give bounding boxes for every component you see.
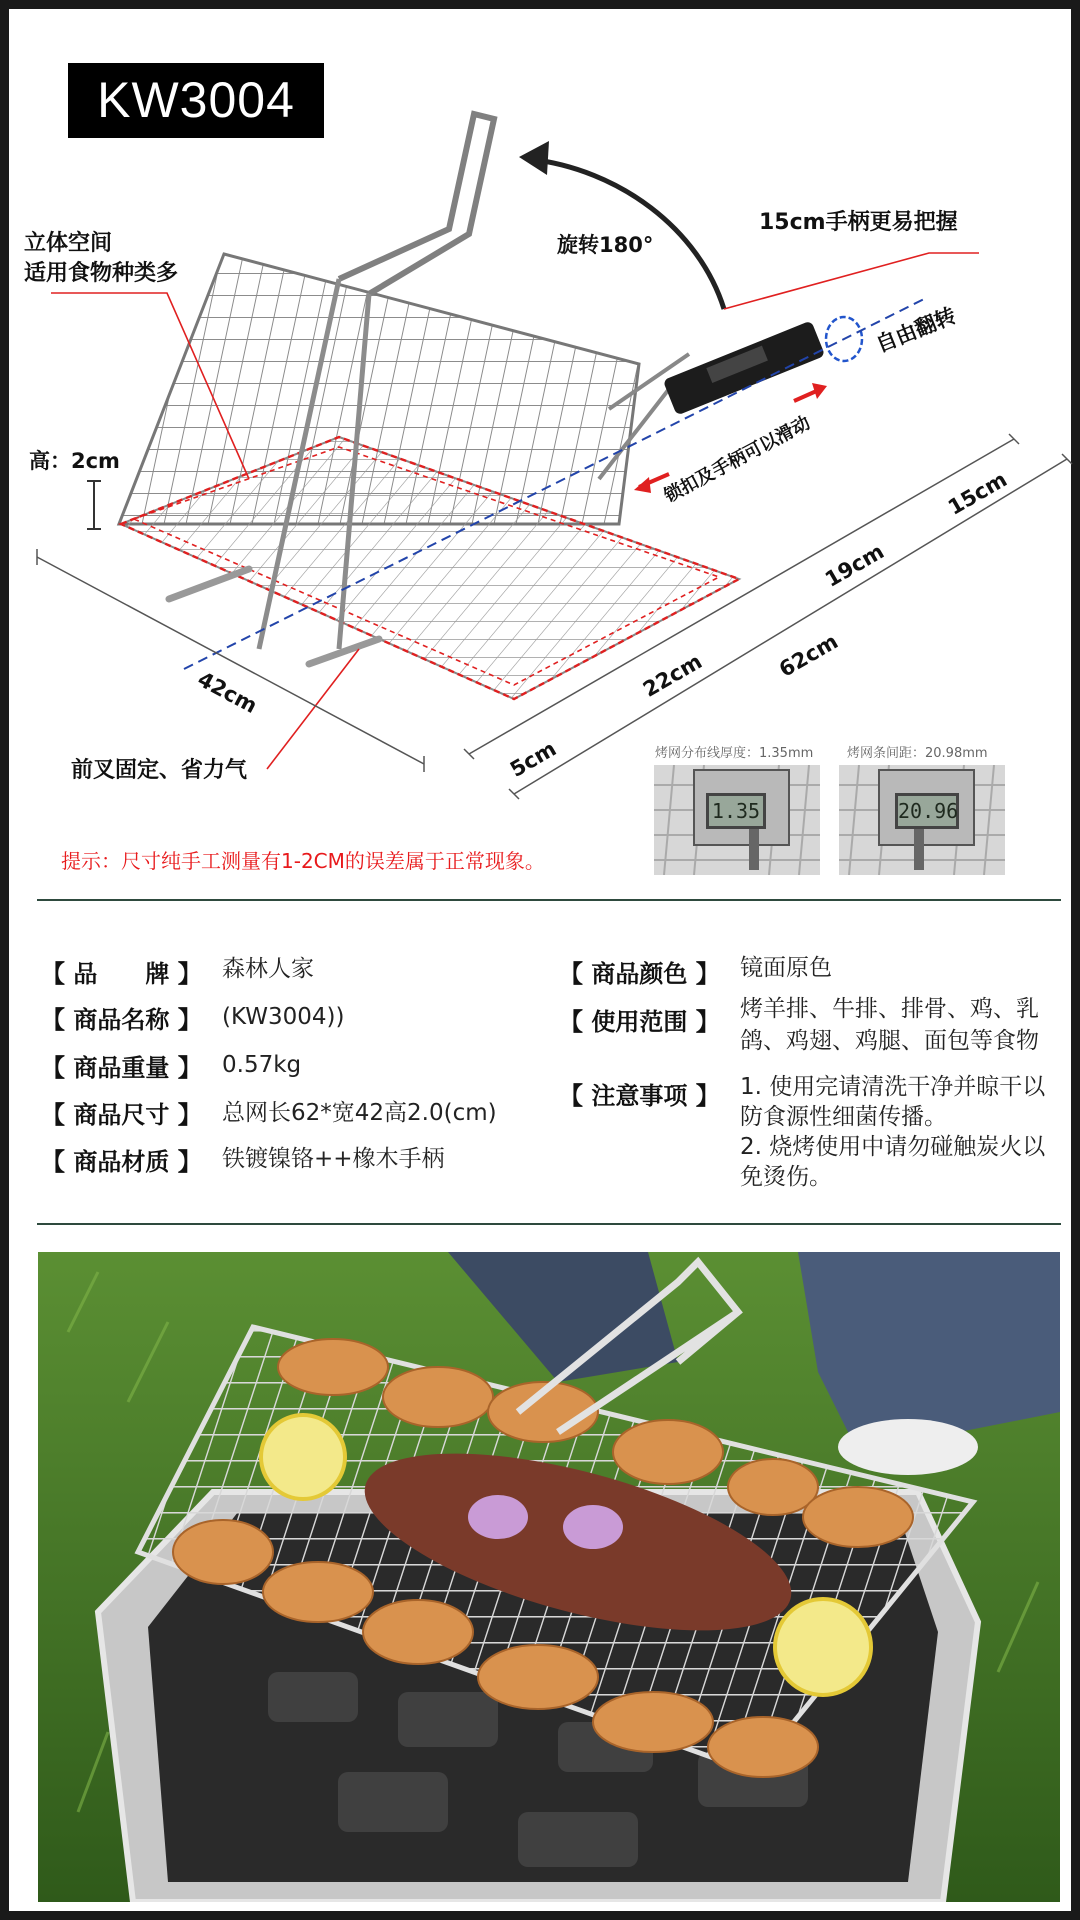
- measurement-tip: 提示：尺寸纯手工测量有1-2CM的误差属于正常现象。: [61, 849, 545, 873]
- spec-row: [41, 1142, 202, 1177]
- spec-value: 免烫伤。: [740, 1164, 832, 1190]
- spec-row: [41, 1048, 202, 1083]
- spec-value: 鸽、鸡翅、鸡腿、面包等食物: [740, 1028, 1039, 1054]
- spec-key: 【 商品颜色 】: [559, 960, 720, 988]
- spec-key: 【 商品重量 】: [41, 1054, 202, 1082]
- spec-key: 【 品 牌 】: [41, 960, 202, 988]
- spec-row: [559, 1002, 720, 1037]
- caliper-photo-2: [839, 765, 1005, 875]
- callout-handle: 15cm手柄更易把握: [759, 210, 958, 235]
- model-label: KW3004: [68, 63, 324, 138]
- spec-key: 【 商品名称 】: [41, 1006, 202, 1034]
- dim-19cm: 19cm: [821, 539, 889, 592]
- spec-value: 防食源性细菌传播。: [740, 1104, 947, 1130]
- spec-key: 【 使用范围 】: [559, 1008, 720, 1036]
- lemon-slice: [775, 1599, 871, 1695]
- lemon-slice: [261, 1415, 345, 1499]
- callout-rotate: 旋转180°: [557, 233, 654, 257]
- dim-42cm: 42cm: [193, 667, 262, 719]
- spec-key: 【 商品材质 】: [41, 1148, 202, 1176]
- spec-row: [559, 954, 720, 989]
- spec-value: (KW3004)): [222, 1004, 345, 1030]
- measure-caption-2: 烤网条间距：20.98mm: [847, 746, 988, 761]
- divider-bottom: [37, 1223, 1061, 1225]
- spec-row: [559, 1076, 720, 1111]
- spec-row: [41, 1095, 202, 1130]
- caliper-photo-1: [654, 765, 820, 875]
- callout-fork: 前叉固定、省力气: [71, 758, 248, 783]
- spec-value: 铁镀镍铬++橡木手柄: [222, 1146, 445, 1172]
- divider-top: [37, 899, 1061, 901]
- dim-62cm: 62cm: [775, 629, 843, 682]
- callout-space-line2: 适用食物种类多: [24, 261, 179, 286]
- spec-row: [41, 954, 202, 989]
- spec-value: 镜面原色: [740, 955, 832, 981]
- callout-space-line1: 立体空间: [24, 231, 113, 256]
- spec-value: 烤羊排、牛排、排骨、鸡、乳: [740, 996, 1039, 1022]
- spec-value: 总网长62*宽42高2.0(cm): [222, 1100, 497, 1126]
- spec-value: 森林人家: [222, 956, 314, 982]
- dim-5cm: 5cm: [506, 736, 561, 782]
- dim-22cm: 22cm: [639, 649, 707, 702]
- caliper-reading-2: 20.96: [895, 793, 959, 829]
- wire-handle: [339, 114, 494, 294]
- dim-15cm: 15cm: [944, 467, 1012, 520]
- caliper-reading-1: 1.35: [706, 793, 766, 829]
- measure-caption-1: 烤网分布线厚度：1.35mm: [655, 746, 814, 761]
- callout-slide: 锁扣及手柄可以滑动: [660, 412, 814, 508]
- bbq-photo: [38, 1252, 1060, 1902]
- spec-value: 1. 使用完请清洗干净并晾干以: [740, 1074, 1046, 1100]
- callout-flip: 自由翻转: [872, 303, 960, 357]
- spec-key: 【 商品尺寸 】: [41, 1101, 202, 1129]
- spec-value: 2. 烧烤使用中请勿碰触炭火以: [740, 1134, 1046, 1160]
- black-handle-grip: [663, 320, 826, 415]
- spec-key: 【 注意事项 】: [559, 1082, 720, 1110]
- spec-value: 0.57kg: [222, 1052, 302, 1078]
- spec-row: [41, 1000, 202, 1035]
- callout-height: 高：2cm: [29, 449, 120, 473]
